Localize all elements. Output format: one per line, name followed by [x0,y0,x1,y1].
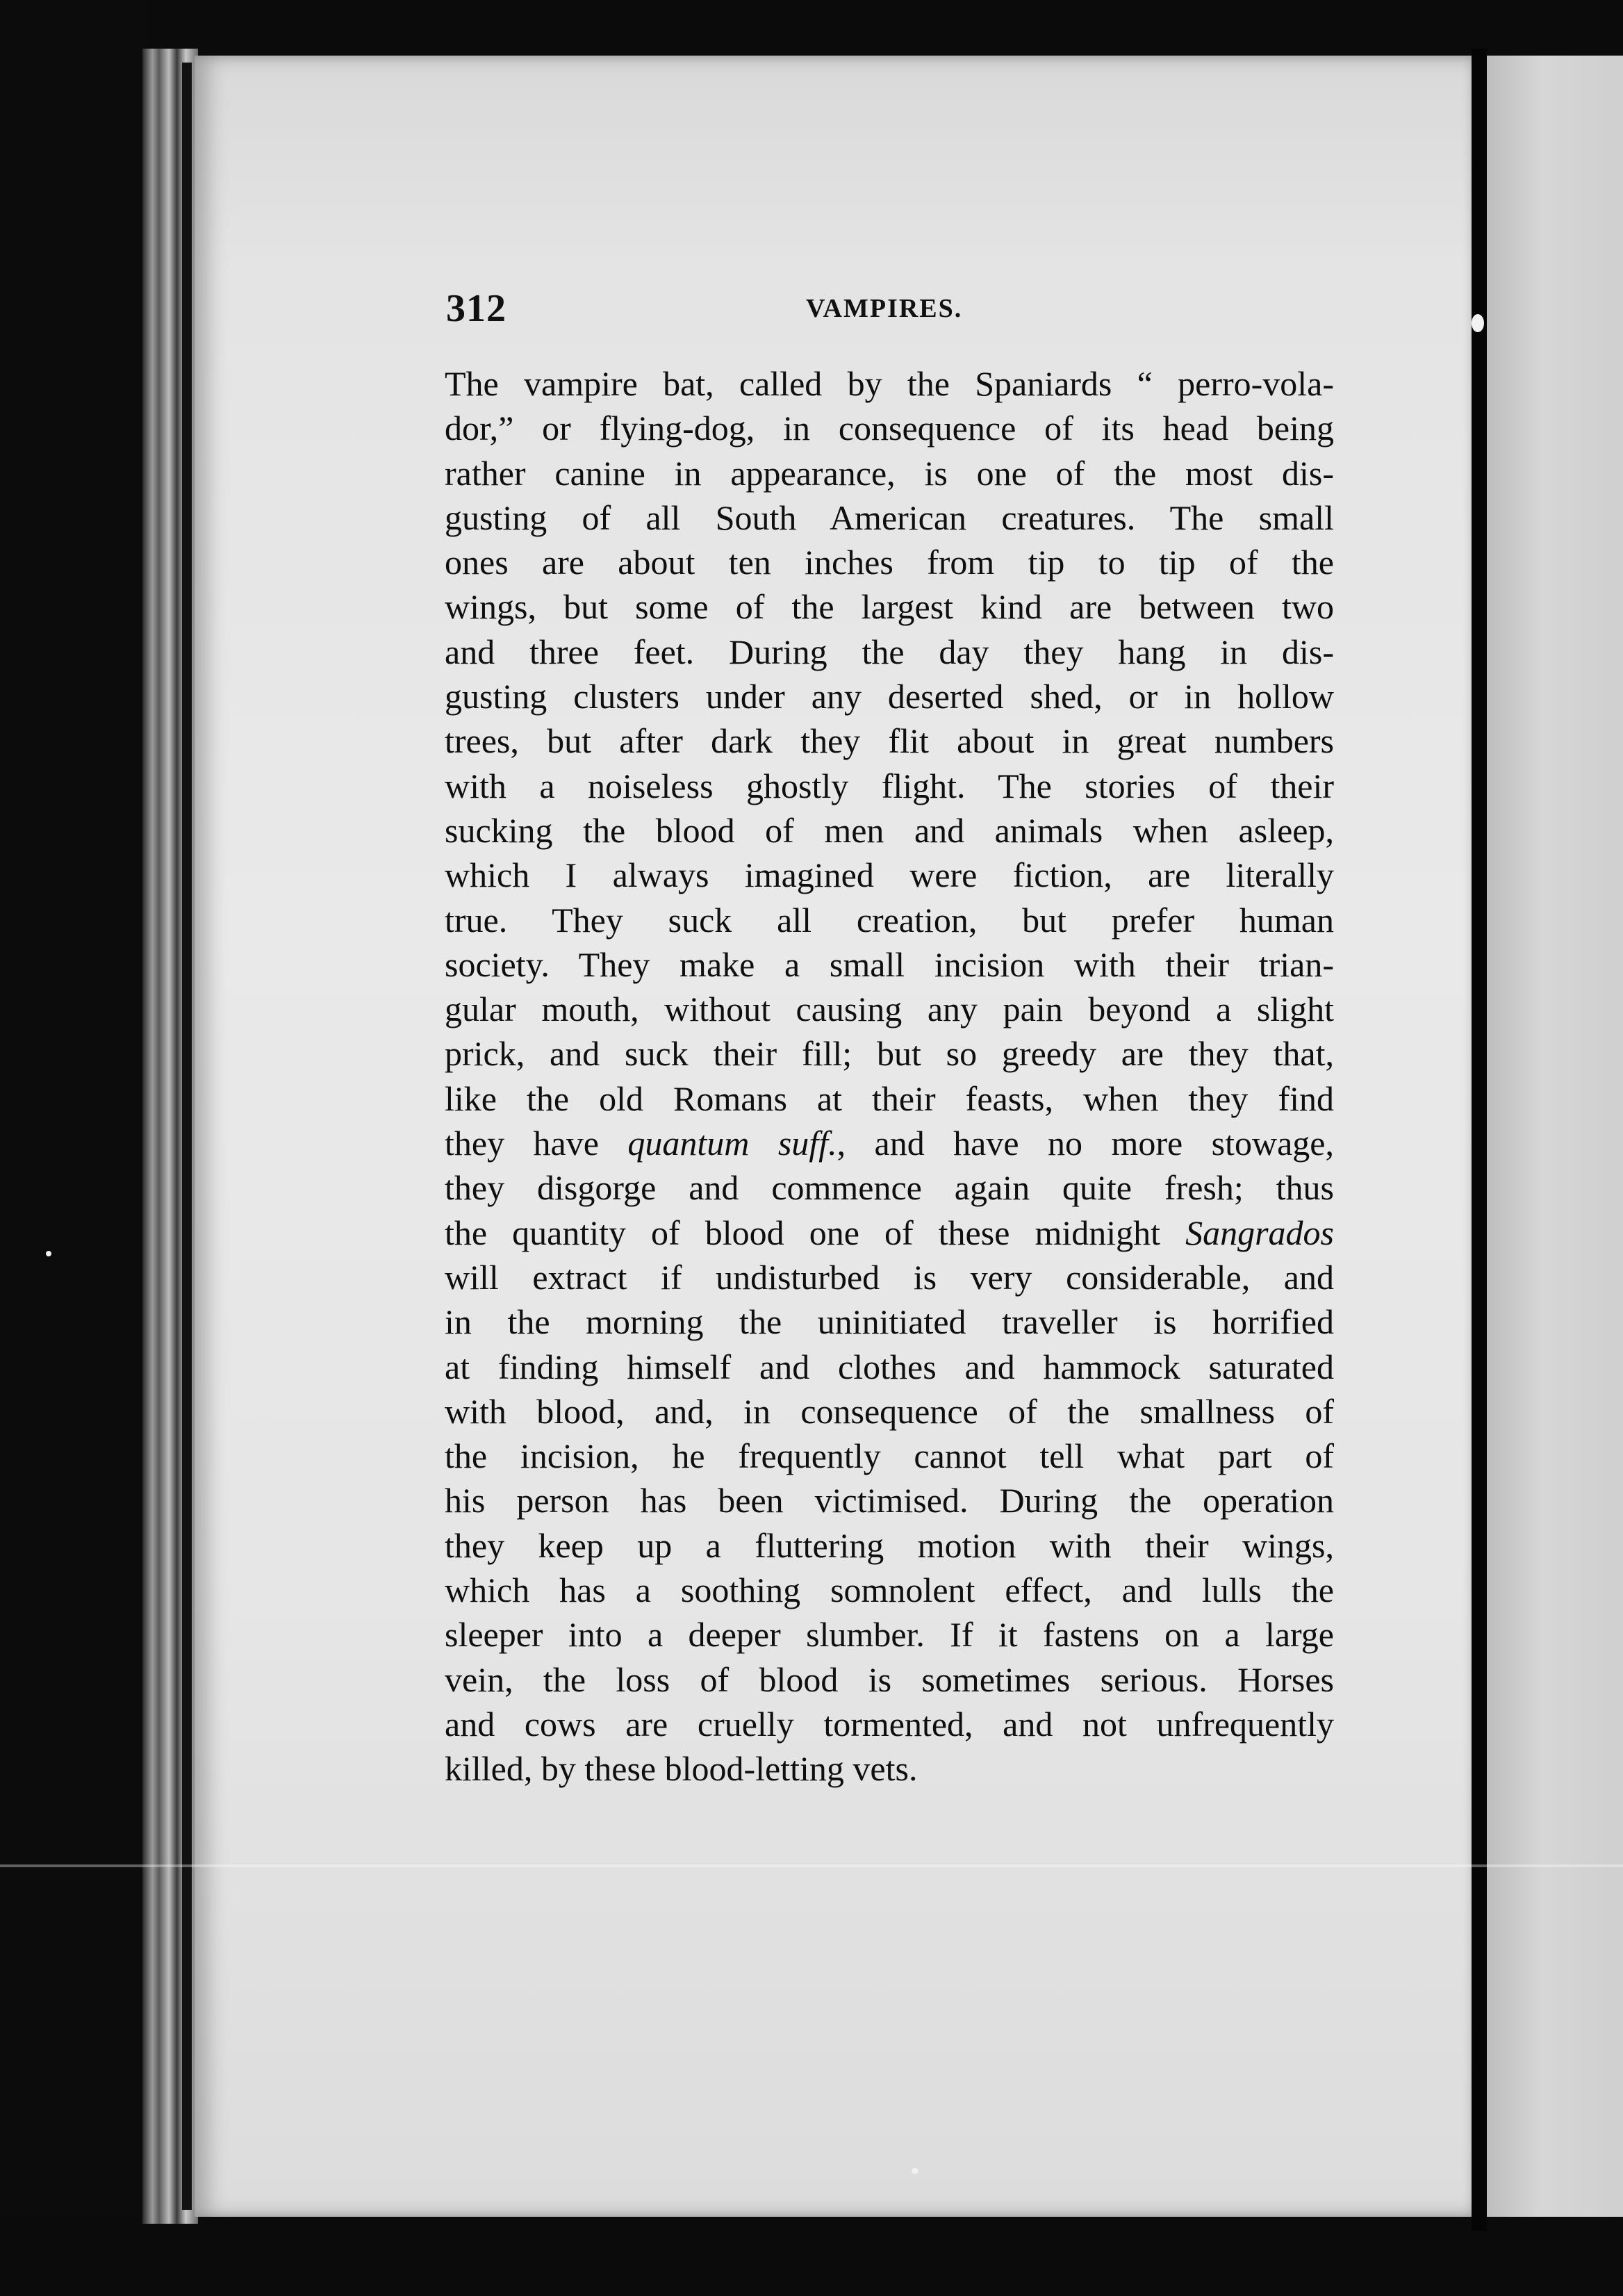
dust-speck [46,1251,51,1256]
italic-text: Sangrados [1185,1213,1334,1252]
text-segment: society. They make a small incision with their trian- [445,944,1334,984]
scanner-background-bottom [0,2217,1623,2296]
page-number: 312 [446,287,506,330]
text-segment: , and have no more stowage, [837,1124,1334,1163]
text-line [445,584,1334,629]
text-line [445,1746,1334,1791]
text-line [445,898,1334,942]
text-segment: sleeper into a deeper slumber. If it fastens on a large [445,1615,1334,1655]
text-line [445,361,1334,406]
text-segment: vein, the loss of blood is sometimes serious. Horses [445,1659,1334,1699]
text-segment: killed, by these blood-letting vets. [445,1749,918,1789]
text-segment: trees, but after dark they flit about in great numbers [445,721,1334,761]
text-segment: the quantity of blood one of these midnight [445,1213,1186,1252]
text-line [445,853,1334,897]
text-line [445,630,1334,674]
text-line [445,1568,1334,1612]
facing-page-edge [1487,56,1623,2217]
running-title: VAMPIRES. [806,294,963,323]
text-segment: true. They suck all creation, but prefer human [445,900,1334,940]
text-line [445,1076,1334,1121]
text-line [445,1121,1334,1165]
text-line [445,1702,1334,1746]
text-line [445,451,1334,495]
text-segment: the incision, he frequently cannot tell what part of [445,1436,1334,1476]
text-line [445,1165,1334,1210]
text-line [445,764,1334,808]
text-segment: wings, but some of the largest kind are between two [445,587,1334,627]
text-line [445,942,1334,987]
text-line [445,987,1334,1031]
text-segment: at finding himself and clothes and hammock saturated [445,1347,1334,1386]
text-segment: in the morning the uninitiated traveller is horrified [445,1302,1334,1342]
text-line [445,1211,1334,1255]
text-line [445,719,1334,763]
text-segment: sucking the blood of men and animals when asleep, [445,810,1334,850]
text-segment: gular mouth, without causing any pain beyond a slight [445,990,1334,1029]
text-line [445,1523,1334,1568]
text-line [445,1434,1334,1478]
text-line [445,1299,1334,1344]
text-segment: will extract if undisturbed is very considerable, and [445,1257,1334,1297]
page-edge-shadow [182,63,192,2210]
text-segment: which I always imagined were fiction, are literally [445,855,1334,895]
scanner-background-left [0,0,146,2296]
text-segment: they disgorge and commence again quite fresh; thus [445,1168,1334,1208]
text-segment: rather canine in appearance, is one of the most dis- [445,453,1334,493]
text-segment: ones are about ten inches from tip to tip of the [445,543,1334,582]
text-segment: dor,” or flying-dog, in consequence of its head being [445,409,1334,448]
text-line [445,1478,1334,1523]
text-segment: they keep up a fluttering motion with their wings, [445,1525,1334,1565]
text-line [445,674,1334,719]
dust-speck [912,2168,918,2174]
text-line [445,406,1334,450]
text-segment: and three feet. During the day they hang in dis- [445,632,1334,671]
text-line [445,1612,1334,1657]
dust-speck [1472,314,1484,332]
text-segment: and cows are cruelly tormented, and not unfrequently [445,1704,1334,1744]
text-line [445,495,1334,540]
scan-artifact-line [0,1864,1623,1867]
text-line [445,808,1334,853]
text-line [445,1657,1334,1702]
italic-text: quantum suff. [627,1124,837,1163]
text-segment: with blood, and, in consequence of the smallness of [445,1391,1334,1431]
text-segment: they have [445,1124,628,1163]
text-segment: which has a soothing somnolent effect, and lulls the [445,1571,1334,1610]
text-segment: gusting clusters under any deserted shed, or in hollow [445,677,1334,716]
text-line [445,540,1334,584]
text-segment: The vampire bat, called by the Spaniards “ perro-vola- [445,364,1334,403]
text-line [445,1345,1334,1389]
text-segment: with a noiseless ghostly flight. The stories of their [445,766,1334,805]
text-segment: like the old Romans at their feasts, when they find [445,1079,1334,1118]
text-line [445,1031,1334,1076]
book-gutter [1472,49,1487,2231]
scanner-background-top [0,0,1623,56]
text-line [445,1255,1334,1299]
text-line [445,1389,1334,1434]
body-text [445,361,1334,1791]
text-segment: gusting of all South American creatures. The small [445,498,1334,537]
text-segment: prick, and suck their fill; but so greedy are they that, [445,1034,1334,1074]
text-segment: his person has been victimised. During the operation [445,1481,1334,1520]
